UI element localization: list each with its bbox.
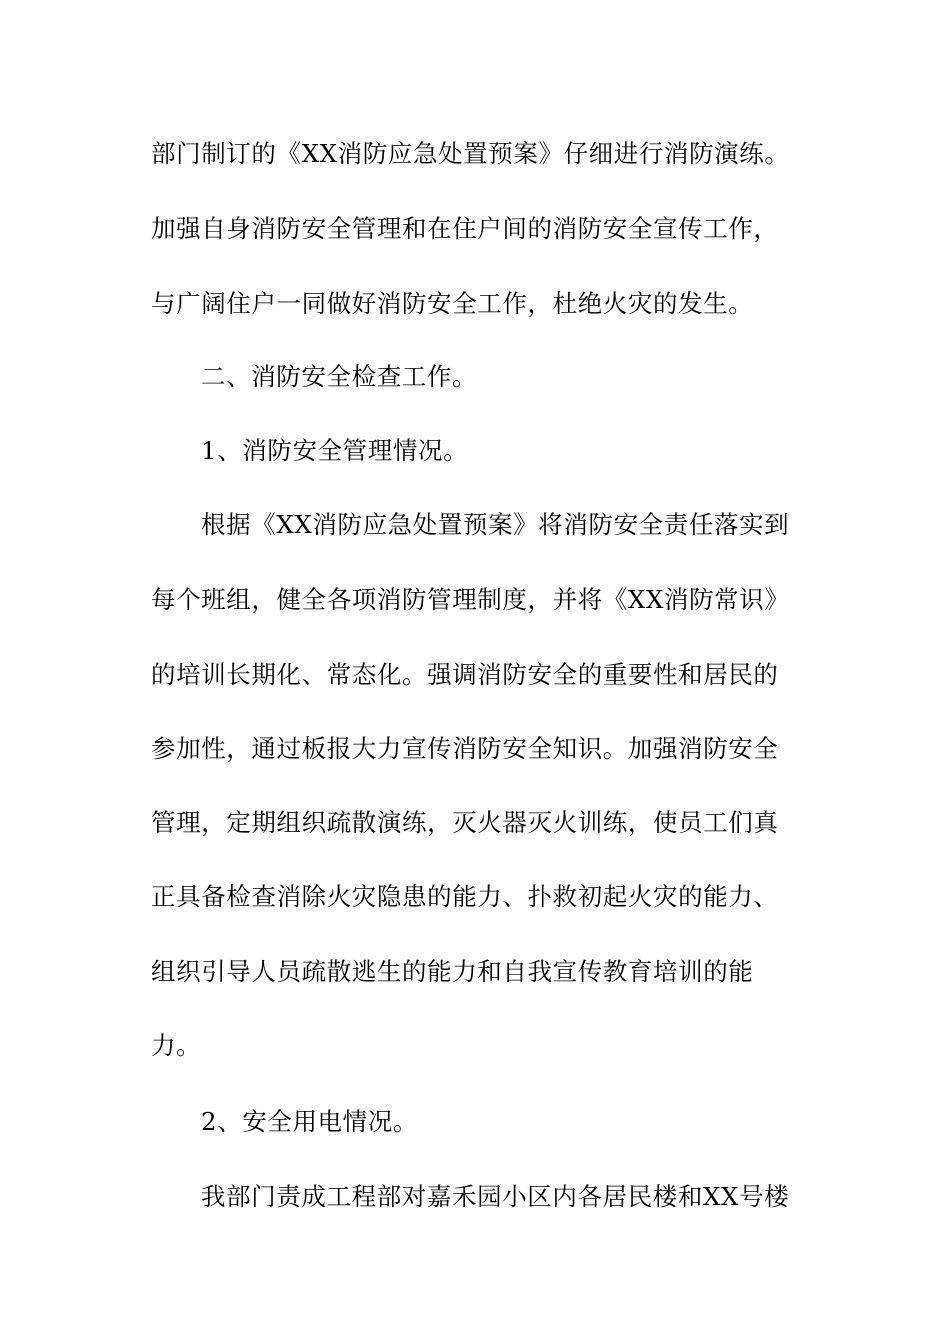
text-line-3: 与广阔住户一同做好消防安全工作，杜绝火灾的发生。	[151, 289, 754, 318]
section-heading: 二、消防安全检查工作。	[201, 362, 478, 391]
text-line-11: 正具备检查消除火灾隐患的能力、扑救初起火灾的能力、	[151, 882, 779, 911]
subsection-heading-1: 1、消防安全管理情况。	[201, 436, 469, 465]
text-line-10: 管理，定期组织疏散演练，灭火器灭火训练，使员工们真	[151, 808, 779, 837]
text-line-8: 的培训长期化、常态化。强调消防安全的重要性和居民的	[151, 660, 779, 689]
text-line-13: 力。	[151, 1031, 202, 1060]
text-line-9: 参加性，通过板报大力宣传消防安全知识。加强消防安全	[151, 734, 779, 763]
text-line-12: 组织引导人员疏散逃生的能力和自我宣传教育培训的能	[151, 957, 754, 986]
text-line-7: 每个班组，健全各项消防管理制度，并将《XX消防常识》	[151, 585, 790, 614]
text-line-6: 根据《XX消防应急处置预案》将消防安全责任落实到	[201, 510, 790, 539]
text-line-2: 加强自身消防安全管理和在住户间的消防安全宣传工作，	[151, 214, 779, 243]
text-line-1: 部门制订的《XX消防应急处置预案》仔细进行消防演练。	[151, 139, 790, 168]
subsection-heading-2: 2、安全用电情况。	[201, 1107, 418, 1136]
text-line-15: 我部门责成工程部对嘉禾园小区内各居民楼和XX号楼	[201, 1182, 790, 1211]
